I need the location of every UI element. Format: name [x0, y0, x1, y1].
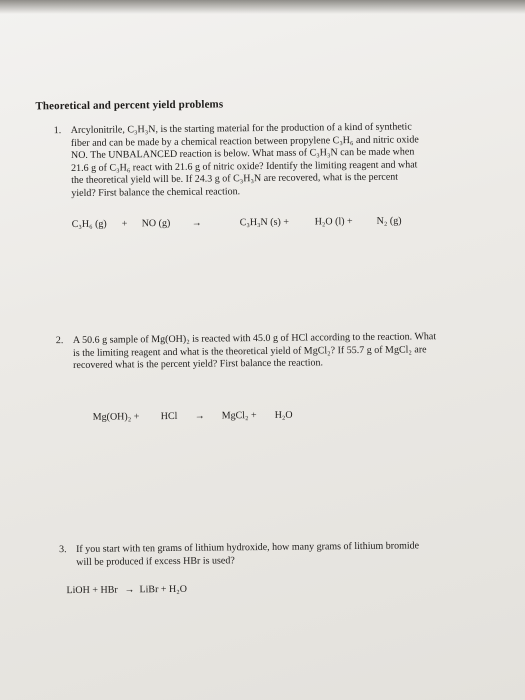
eq1-arrow: →	[191, 217, 202, 229]
question-2-text: A 50.6 g sample of Mg(OH)₂ is reacted with 45.0 g of HCl according to the reaction. What is the limiting reagent and what is the theoretical yield of MgCl₂? If 55.7 g of MgCl₂ are recovered what is the percent yield? First balance the reaction.	[72, 331, 437, 372]
eq1-reactant-2: NO (g)	[141, 217, 171, 230]
worksheet-title: Theoretical and percent yield problems	[35, 98, 224, 113]
question-2-number: 2.	[55, 335, 64, 347]
question-3-number: 3.	[59, 544, 67, 556]
question-1-number: 1.	[53, 125, 62, 137]
eq2-reactant-1: Mg(OH)₂ +	[92, 411, 140, 423]
question-3-text: If you start with ten grams of lithium hydroxide, how many grams of lithium bromide will be produced if excess HBr is used?	[76, 540, 420, 568]
eq2-product-1: MgCl₂ +	[221, 410, 257, 422]
eq1-product-1: C₃H₃N (s) +	[239, 216, 290, 229]
eq1-reactant-1: C₃H₆ (g)	[71, 218, 107, 230]
eq2-reactant-2: HCl	[160, 410, 178, 423]
question-1-text: Arcylonitrile, C₃H₃N, is the starting material for the production of a kind of synthetic fiber and can be made by a chemical reaction between propylene C₃H₆ and nitric oxide NO. The UNBALANCED reaction is below. What mass of C₃H₃N can be made when 21.6 g of C₃H₆ react with 21.6 g of nitric oxide? Identify the limiting reagent and what the theoretical yield will be. If 24.3 g of C₃H₃N are recovered, what is the percent yield? First balance the chemical reaction.	[70, 121, 419, 199]
eq1-plus: +	[121, 218, 128, 230]
eq2-arrow: →	[194, 410, 205, 422]
eq1-product-3: N₂ (g)	[376, 215, 402, 227]
eq3-products: LiBr + H₂O	[139, 583, 188, 596]
eq3-reactants: LiOH + HBr	[66, 584, 118, 597]
eq3-arrow: →	[124, 584, 135, 596]
eq1-product-2: H₂O (l) +	[314, 216, 353, 228]
eq2-product-2: H₂O	[274, 409, 293, 421]
